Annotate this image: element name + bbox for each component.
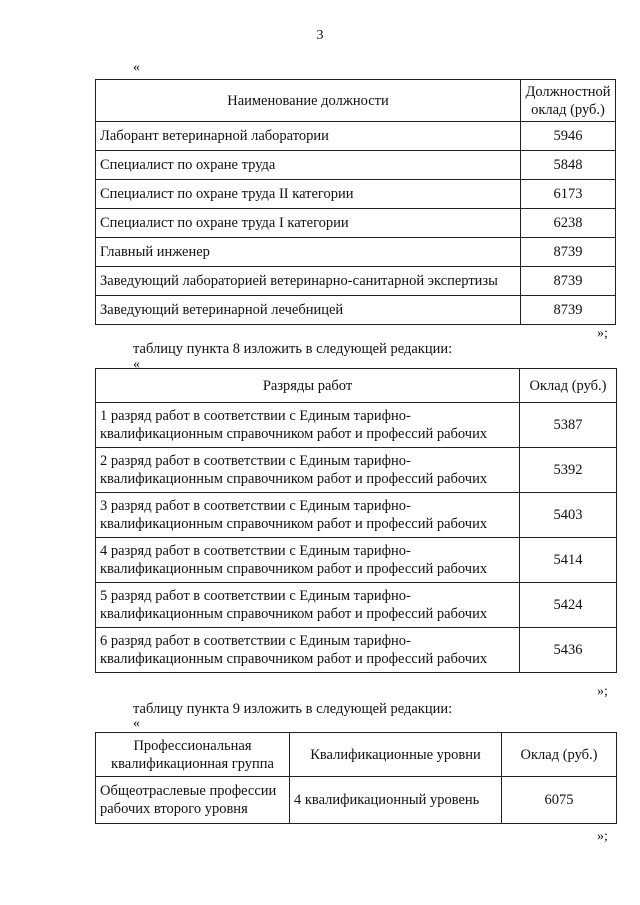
- header-qualification-levels: Квалификационные уровни: [290, 733, 502, 777]
- position-name: Специалист по охране труда I категории: [96, 209, 521, 238]
- table-row: [96, 180, 616, 209]
- table-row: [96, 583, 617, 628]
- salary-value: 6173: [521, 180, 616, 209]
- salary-value: 6075: [502, 777, 617, 824]
- table-row: [96, 493, 617, 538]
- qualification-group-table: [95, 732, 617, 824]
- closing-quote: »;: [597, 684, 608, 699]
- opening-quote: «: [133, 60, 140, 75]
- grade-description: 5 разряд работ в соответствии с Единым тарифно-квалификационным справочником работ и профессий рабочих: [96, 583, 520, 628]
- table-header-row: [96, 733, 617, 777]
- table-row: [96, 151, 616, 180]
- page-number: 3: [316, 28, 324, 43]
- salary-value: 5414: [520, 538, 617, 583]
- intro-paragraph-8: таблицу пункта 8 изложить в следующей редакции:: [133, 341, 453, 357]
- opening-quote: «: [133, 357, 140, 372]
- salary-value: 5436: [520, 628, 617, 673]
- table-row: [96, 296, 616, 325]
- salary-value: 6238: [521, 209, 616, 238]
- header-position-name: Наименование должности: [96, 80, 521, 122]
- salary-value: 5387: [520, 403, 617, 448]
- grade-description: 2 разряд работ в соответствии с Единым тарифно-квалификационным справочником работ и профессий рабочих: [96, 448, 520, 493]
- table-row: [96, 628, 617, 673]
- header-salary: Оклад (руб.): [502, 733, 617, 777]
- header-qualification-group: Профессиональная квалификационная группа: [96, 733, 290, 777]
- closing-quote: »;: [597, 829, 608, 844]
- table-row: [96, 267, 616, 296]
- salary-value: 5403: [520, 493, 617, 538]
- salary-value: 8739: [521, 238, 616, 267]
- header-work-grades: Разряды работ: [96, 369, 520, 403]
- intro-paragraph-9: таблицу пункта 9 изложить в следующей редакции:: [133, 701, 453, 717]
- position-name: Заведующий ветеринарной лечебницей: [96, 296, 521, 325]
- table-row: [96, 538, 617, 583]
- grade-description: 6 разряд работ в соответствии с Единым тарифно-квалификационным справочником работ и профессий рабочих: [96, 628, 520, 673]
- table-header-row: [96, 369, 617, 403]
- position-name: Заведующий лабораторией ветеринарно-санитарной экспертизы: [96, 267, 521, 296]
- table-row: [96, 209, 616, 238]
- positions-salary-table: [95, 79, 616, 325]
- salary-value: 5946: [521, 122, 616, 151]
- closing-quote: »;: [597, 326, 608, 341]
- grade-description: 4 разряд работ в соответствии с Единым тарифно-квалификационным справочником работ и профессий рабочих: [96, 538, 520, 583]
- header-salary: Оклад (руб.): [520, 369, 617, 403]
- salary-value: 8739: [521, 296, 616, 325]
- opening-quote: «: [133, 716, 140, 731]
- salary-value: 5424: [520, 583, 617, 628]
- position-name: Специалист по охране труда II категории: [96, 180, 521, 209]
- qualification-group-name: Общеотраслевые профессии рабочих второго уровня: [96, 777, 290, 824]
- table-row: [96, 403, 617, 448]
- table-row: [96, 448, 617, 493]
- position-name: Лаборант ветеринарной лаборатории: [96, 122, 521, 151]
- work-grades-table: [95, 368, 617, 673]
- grade-description: 1 разряд работ в соответствии с Единым тарифно-квалификационным справочником работ и профессий рабочих: [96, 403, 520, 448]
- salary-value: 5848: [521, 151, 616, 180]
- qualification-level: 4 квалификационный уровень: [290, 777, 502, 824]
- salary-value: 5392: [520, 448, 617, 493]
- table-row: [96, 122, 616, 151]
- position-name: Главный инженер: [96, 238, 521, 267]
- table-header-row: [96, 80, 616, 122]
- header-official-salary: Должностной оклад (руб.): [521, 80, 616, 122]
- grade-description: 3 разряд работ в соответствии с Единым тарифно-квалификационным справочником работ и профессий рабочих: [96, 493, 520, 538]
- table-row: [96, 238, 616, 267]
- table-row: [96, 777, 617, 824]
- position-name: Специалист по охране труда: [96, 151, 521, 180]
- salary-value: 8739: [521, 267, 616, 296]
